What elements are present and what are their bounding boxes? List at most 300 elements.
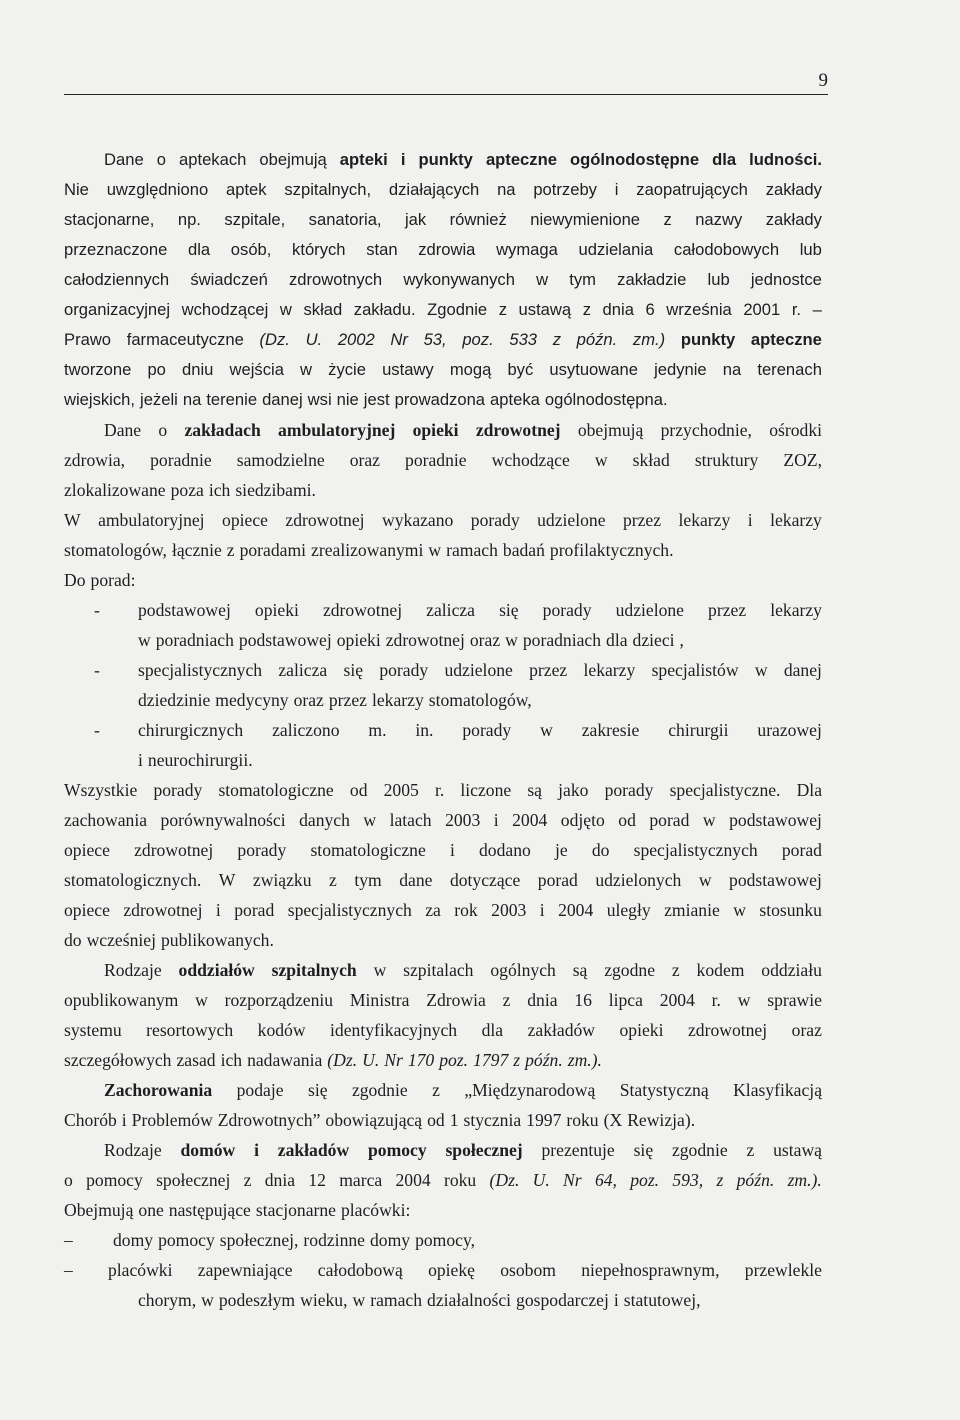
word: 2004 (395, 1170, 431, 1190)
text-line (64, 745, 822, 775)
word: zakładu. (353, 300, 416, 319)
text-line (64, 505, 822, 535)
word: świadczeń (190, 270, 268, 289)
word: w (698, 870, 712, 890)
list-dash: - (94, 600, 100, 620)
word: związku (252, 870, 312, 890)
word: stosunku (759, 900, 822, 920)
word: w (754, 660, 768, 680)
word: opublikowanym (64, 990, 179, 1010)
word: je (554, 840, 568, 860)
word: podstawowej (138, 600, 231, 620)
word: , (679, 630, 684, 650)
word: wejścia (229, 360, 284, 379)
word: Problemów (131, 1110, 213, 1130)
word: opiekę (428, 1260, 475, 1280)
word: zdrowotnej (475, 420, 561, 440)
word: zlokalizowane (64, 480, 166, 500)
word: aptek (225, 180, 267, 199)
word: po (147, 360, 166, 379)
word: m. (368, 720, 387, 740)
word: zasad (176, 1050, 216, 1070)
word: specjalistycznych (287, 900, 412, 920)
word: z (502, 990, 511, 1010)
word: oddziałów (178, 960, 255, 980)
word: „Międzynarodową (464, 1080, 596, 1100)
word: porady (237, 840, 287, 860)
word: ogólnych (490, 960, 556, 980)
text-line (64, 175, 822, 205)
word: poradniach (522, 630, 602, 650)
word: ośrodki (769, 420, 822, 440)
word: Rodzaje (104, 960, 162, 980)
text-line (64, 595, 822, 625)
word: 12 (308, 1170, 326, 1190)
word: placówki (108, 1260, 173, 1280)
word: zm.) (632, 330, 666, 349)
word: zaliczono (272, 720, 340, 740)
word: skład (632, 450, 670, 470)
word: obowiązującą (325, 1110, 423, 1130)
word: uległy (606, 900, 651, 920)
word: chirurgii (668, 720, 729, 740)
word: na (722, 360, 742, 379)
word: zrealizowanymi (311, 540, 424, 560)
word: ich (208, 480, 231, 500)
word: 16 (574, 990, 592, 1010)
text-line (64, 685, 822, 715)
word: lekarzy (583, 660, 636, 680)
word: szczegółowych (64, 1050, 172, 1070)
word: udzielonych (595, 870, 682, 890)
word: ustawą (773, 1140, 822, 1160)
word: społecznej, (219, 1230, 299, 1250)
word: o (156, 150, 166, 169)
word: danych (299, 810, 350, 830)
word: obejmują (259, 150, 327, 169)
word: pomocy (86, 1170, 143, 1190)
word: dane (399, 870, 433, 890)
word: z (226, 540, 235, 560)
list-item-text (138, 715, 822, 745)
word: się (633, 1140, 654, 1160)
word: w (373, 960, 387, 980)
word: dla (606, 630, 628, 650)
word: z (746, 1140, 755, 1160)
word: stomatologicznych. (64, 870, 202, 890)
word: 53, (423, 330, 447, 349)
word: liczone (460, 780, 512, 800)
word: rodzinne (303, 1230, 365, 1250)
word: ich (220, 1050, 243, 1070)
word: oddziału (761, 960, 822, 980)
word: ramach (370, 1290, 423, 1310)
word: 6 (645, 300, 655, 319)
word: tym (569, 270, 596, 289)
word: i (215, 900, 221, 920)
word: podaje (236, 1080, 284, 1100)
word: jako (558, 780, 589, 800)
word: resortowych (146, 1020, 234, 1040)
word: zakładach (184, 420, 261, 440)
word: wiejskich, (64, 390, 136, 409)
text-line (64, 805, 822, 835)
word: stomatologów, (64, 540, 167, 560)
word: w (536, 270, 549, 289)
word: specjalistycznych (633, 840, 758, 860)
word: ambulatoryjnej (98, 510, 205, 530)
word: uwzględniono (106, 180, 209, 199)
word: porady (604, 780, 654, 800)
word: stomatologów, (428, 690, 532, 710)
list-dash: - (94, 660, 100, 680)
text-line (64, 1165, 822, 1195)
word: na (182, 390, 202, 409)
word: i (400, 150, 406, 169)
word: oraz (469, 630, 501, 650)
word: z (329, 870, 337, 890)
word: wieku, (300, 1290, 348, 1310)
word: o (64, 1170, 73, 1190)
word: szpitalach (403, 960, 474, 980)
word: których (292, 240, 346, 259)
text-line (64, 445, 822, 475)
word: i (121, 1110, 127, 1130)
word: Wszystkie (64, 780, 138, 800)
word: dnia (527, 990, 558, 1010)
word: ogólnodostępne (570, 150, 700, 169)
word: zdrowotnej (134, 840, 214, 860)
word: porad (537, 870, 578, 890)
word: w (733, 900, 746, 920)
word: Dane (104, 150, 144, 169)
word: pomocy (367, 1140, 427, 1160)
word: jeżeli (140, 390, 178, 409)
word: być (507, 360, 534, 379)
text-line (64, 835, 822, 865)
list-dash: - (94, 720, 100, 740)
word: w (505, 630, 518, 650)
word: (X (603, 1110, 623, 1130)
word: poza (170, 480, 204, 500)
word: porad (234, 900, 275, 920)
word: prowadzona (394, 390, 486, 409)
word: i (493, 810, 499, 830)
word: Rewizja). (627, 1110, 696, 1130)
word: i (138, 750, 143, 770)
word: w (540, 720, 553, 740)
word: Zachorowania (104, 1080, 213, 1100)
word: struktury (694, 450, 759, 470)
word: np. (177, 210, 201, 229)
word: łącznie (171, 540, 222, 560)
word: z (663, 210, 672, 229)
word: z (716, 1170, 724, 1190)
word: Zgodnie (427, 300, 488, 319)
word: w (201, 1290, 214, 1310)
word: osób, (230, 240, 272, 259)
word: lekarzy (371, 690, 424, 710)
word: Prawo (64, 330, 112, 349)
word: wchodzącej (181, 300, 269, 319)
word: lipca (608, 990, 643, 1010)
word: dla (481, 1020, 504, 1040)
word: od (618, 810, 636, 830)
word: społecznej (445, 1140, 523, 1160)
word: działających (388, 180, 480, 199)
word: zm.). (787, 1170, 822, 1190)
word: 1797 (473, 1050, 509, 1070)
text-line (64, 205, 822, 235)
word: oraz (293, 690, 324, 710)
word: dnia (264, 1170, 296, 1190)
word: zdrowotnych (289, 270, 383, 289)
word: samodzielne (236, 450, 325, 470)
word: roku (566, 1110, 599, 1130)
word: zalicza (278, 660, 328, 680)
word: one (138, 1200, 164, 1220)
word: Dla (796, 780, 822, 800)
text-line (64, 1105, 822, 1135)
word: od (427, 1110, 445, 1130)
word: r. (434, 780, 445, 800)
body-text (64, 145, 822, 1315)
word: profilaktycznych. (549, 540, 674, 560)
word: Obejmują (64, 1200, 134, 1220)
word: z (498, 300, 507, 319)
word: w (352, 1290, 366, 1310)
text-line (64, 625, 822, 655)
word: 533 (509, 330, 538, 349)
page-number: 9 (818, 70, 828, 91)
word: specjalistów (651, 660, 739, 680)
word: wsi (307, 390, 332, 409)
word: domy (113, 1230, 154, 1250)
word: wykonywanych (403, 270, 515, 289)
word: z (671, 960, 680, 980)
word: porad (781, 840, 822, 860)
word: i (747, 510, 753, 530)
word: poradniach (155, 630, 234, 650)
word: niepełnosprawnym, (581, 1260, 720, 1280)
word: ogólnodostępna. (544, 390, 668, 409)
word: stan (366, 240, 398, 259)
text-line (64, 1135, 822, 1165)
word: rok (454, 900, 478, 920)
word: jedynie (654, 360, 707, 379)
word: się (499, 600, 519, 620)
word: porad: (90, 570, 136, 590)
word: do (591, 840, 610, 860)
word: W (64, 510, 81, 530)
word: zmianie (664, 900, 720, 920)
word: specjalistycznych (138, 660, 263, 680)
word: – (812, 300, 822, 319)
word: Statystyczną (619, 1080, 709, 1100)
word: udzielone (537, 510, 606, 530)
word: przez (622, 510, 662, 530)
word: zakładzie (617, 270, 687, 289)
word: dla (187, 240, 211, 259)
word: usytuowane (549, 360, 638, 379)
word: Chorób (64, 1110, 117, 1130)
word: skład (303, 300, 343, 319)
text-line (64, 565, 822, 595)
word: 1 (449, 1110, 459, 1130)
list-dash: – (64, 1260, 73, 1280)
word: opieki (254, 600, 299, 620)
word: w (594, 450, 608, 470)
text-line (64, 1015, 822, 1045)
word: z (513, 1050, 521, 1070)
word: domy (369, 1230, 411, 1250)
word: poz. (630, 1170, 660, 1190)
word: zapewniające (197, 1260, 293, 1280)
word: udzielania (578, 240, 654, 259)
word: na (497, 180, 516, 199)
word: udzielone (444, 660, 513, 680)
word: nadawania (247, 1050, 323, 1070)
word: apteczne (485, 150, 557, 169)
word: zgodnie (671, 1140, 728, 1160)
word: poz. (462, 330, 494, 349)
word: podstawowej (729, 870, 822, 890)
word: porady (153, 780, 203, 800)
word: opieki (412, 420, 459, 440)
word: aptekach (179, 150, 247, 169)
word: domów (180, 1140, 236, 1160)
word: zgodnie (351, 1080, 408, 1100)
word: kodem (696, 960, 745, 980)
word: neurochirurgii. (147, 750, 253, 770)
word: publikowanych. (160, 930, 274, 950)
word: całodobowych (673, 240, 780, 259)
word: Nie (64, 180, 89, 199)
word: przez (708, 600, 747, 620)
word: opiece (64, 900, 110, 920)
word: sprawie (767, 990, 822, 1010)
word: w (138, 630, 151, 650)
text-line (64, 1225, 822, 1255)
word: 1997 (526, 1110, 562, 1130)
word: przeznaczone (64, 240, 168, 259)
word: wymaga (496, 240, 558, 259)
word: zdrowotnej (322, 600, 403, 620)
word: dnia (602, 300, 634, 319)
word: późn. (525, 1050, 563, 1070)
word: w (428, 540, 442, 560)
word: U. (362, 1050, 380, 1070)
word: placówki: (340, 1200, 411, 1220)
word: stomatologiczne (310, 840, 426, 860)
word: nie (336, 390, 359, 409)
word: się (307, 1080, 328, 1100)
word: dla (712, 150, 737, 169)
word: medycyny (215, 690, 289, 710)
word: i (449, 840, 455, 860)
word: całodobową (317, 1260, 403, 1280)
word: porad (649, 810, 690, 830)
word: się (343, 660, 364, 680)
word: lekarzy (770, 510, 822, 530)
word: tym (354, 870, 382, 890)
text-line (64, 295, 822, 325)
word: apteczne (750, 330, 822, 349)
word: w (363, 810, 377, 830)
word: ambulatoryjnej (278, 420, 396, 440)
word: przewlekle (744, 1260, 822, 1280)
word: oraz (349, 450, 380, 470)
word: stomatologiczne (218, 780, 334, 800)
word: zgodne (604, 960, 656, 980)
word: opiece (222, 510, 268, 530)
text-line (64, 715, 822, 745)
header-rule (64, 94, 828, 95)
word: nazwy (695, 210, 743, 229)
word: poz. (439, 1050, 469, 1070)
text-line (64, 865, 822, 895)
word: prezentuje (541, 1140, 615, 1160)
text-line (64, 145, 822, 175)
word: dodano (479, 840, 531, 860)
word: Nr (390, 330, 408, 349)
word: badań (502, 540, 545, 560)
word: siedzibami. (235, 480, 316, 500)
word: poradnie (150, 450, 212, 470)
text-line (64, 985, 822, 1015)
text-line (64, 235, 822, 265)
word: odjęto (560, 810, 605, 830)
word: porady (379, 660, 429, 680)
word: r. (711, 990, 721, 1010)
word: obejmują (577, 420, 644, 440)
word: danej (262, 390, 303, 409)
text-line (64, 655, 822, 685)
word: 2002 (337, 330, 375, 349)
word: lekarzy (770, 600, 822, 620)
word: Rodzaje (104, 1140, 162, 1160)
word: kodów (257, 1020, 306, 1040)
word: roku (443, 1170, 477, 1190)
word: z (243, 1170, 252, 1190)
word: porady (542, 600, 592, 620)
list-item-text (138, 655, 822, 685)
word: września (666, 300, 732, 319)
text-line (64, 475, 822, 505)
text-line (64, 385, 822, 415)
word: 593, (672, 1170, 704, 1190)
word: działalności (427, 1290, 512, 1310)
word: przychodnie, (660, 420, 752, 440)
word: zachowania (64, 810, 148, 830)
word: stacjonarne (255, 1200, 336, 1220)
text-line (64, 535, 822, 565)
word: U. (305, 330, 323, 349)
word: pomocy, (415, 1230, 475, 1250)
word: w (702, 810, 716, 830)
word: porównywalności (160, 810, 286, 830)
word: farmaceutyczne (126, 330, 244, 349)
list-item-text (108, 1255, 822, 1285)
word: następujące (168, 1200, 251, 1220)
word: marca (339, 1170, 383, 1190)
word: (Dz. (259, 330, 290, 349)
word: zdrowia (418, 240, 476, 259)
word: zakłady (765, 210, 822, 229)
word: U. (532, 1170, 550, 1190)
text-line (64, 925, 822, 955)
word: 2005 (383, 780, 419, 800)
